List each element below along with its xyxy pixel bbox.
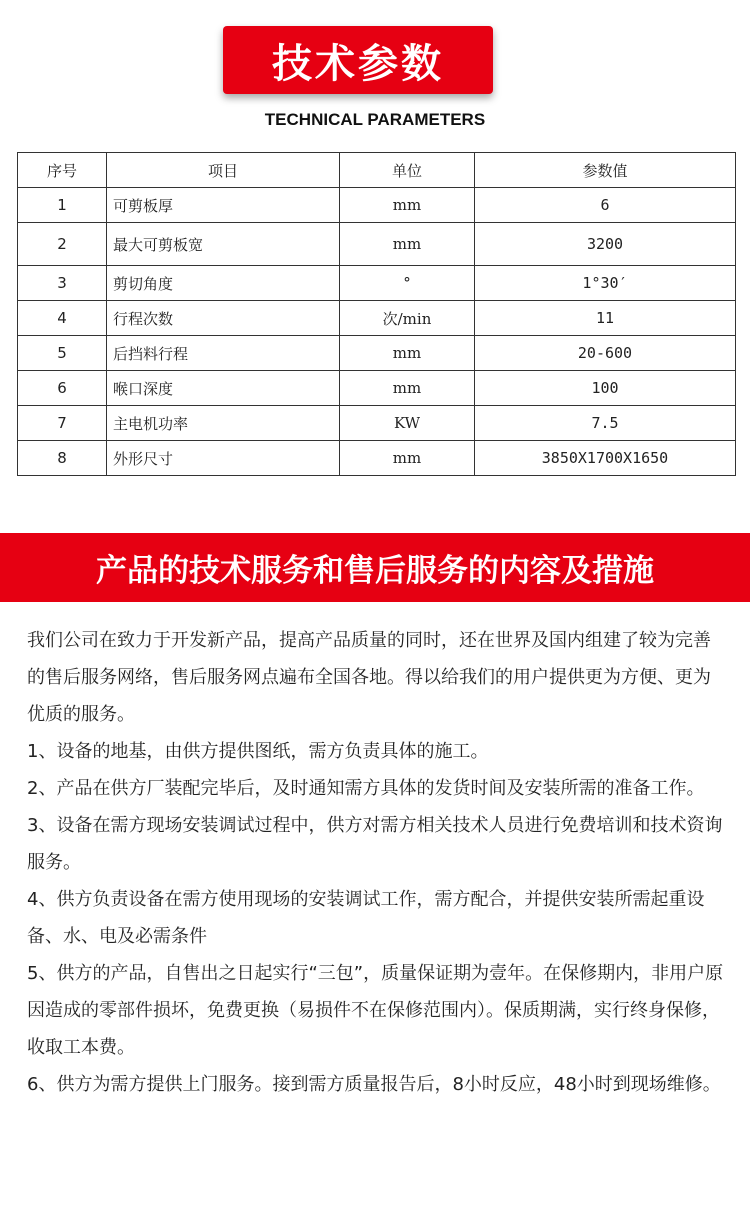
page-subtitle: TECHNICAL PARAMETERS bbox=[264, 110, 486, 129]
service-content bbox=[27, 622, 727, 1103]
table-row bbox=[18, 188, 736, 223]
row-item: 最大可剪板宽 bbox=[107, 223, 340, 266]
service-item-1: 1、设备的地基，由供方提供图纸，需方负责具体的施工。 bbox=[27, 741, 489, 762]
row-item: 喉口深度 bbox=[107, 371, 340, 406]
column-header-value: 参数值 bbox=[475, 153, 736, 188]
row-value: 3200 bbox=[475, 223, 736, 266]
row-item: 外形尺寸 bbox=[107, 441, 340, 476]
row-no: 6 bbox=[18, 371, 107, 406]
row-no: 3 bbox=[18, 266, 107, 301]
row-item: 后挡料行程 bbox=[107, 336, 340, 371]
intro-paragraph: 我们公司在致力于开发新产品，提高产品质量的同时，还在世界及国内组建了较为完善的售后服务网络，售后服务网点遍布全国各地。得以给我们的用户提供更为方便、更为优质的服务。 bbox=[27, 630, 711, 725]
table-row bbox=[18, 266, 736, 301]
row-unit: KW bbox=[340, 406, 475, 441]
row-no: 4 bbox=[18, 301, 107, 336]
row-item: 行程次数 bbox=[107, 301, 340, 336]
row-value: 1°30′ bbox=[475, 266, 736, 301]
row-item: 剪切角度 bbox=[107, 266, 340, 301]
service-item-2: 2、产品在供方厂装配完毕后，及时通知需方具体的发货时间及安装所需的准备工作。 bbox=[27, 778, 705, 799]
service-item-3: 3、设备在需方现场安装调试过程中，供方对需方相关技术人员进行免费培训和技术资询服务。 bbox=[27, 815, 723, 873]
table-header-row bbox=[18, 153, 736, 188]
service-item-5: 5、供方的产品，自售出之日起实行“三包”，质量保证期为壹年。在保修期内，非用户原因造成的零部件损坏，免费更换（易损件不在保修范围内）。保质期满，实行终身保修，收取工本费。 bbox=[27, 963, 724, 1058]
service-item-4: 4、供方负责设备在需方使用现场的安装调试工作，需方配合，并提供安装所需起重设备、水、电及必需条件 bbox=[27, 889, 705, 947]
row-value: 100 bbox=[475, 371, 736, 406]
table-row bbox=[18, 223, 736, 266]
column-header-no: 序号 bbox=[18, 153, 107, 188]
row-no: 1 bbox=[18, 188, 107, 223]
row-value: 7.5 bbox=[475, 406, 736, 441]
row-no: 2 bbox=[18, 223, 107, 266]
table-row bbox=[18, 441, 736, 476]
row-unit: mm bbox=[340, 441, 475, 476]
row-unit: 次/min bbox=[340, 301, 475, 336]
row-item: 可剪板厚 bbox=[107, 188, 340, 223]
table-row bbox=[18, 406, 736, 441]
row-value: 3850X1700X1650 bbox=[475, 441, 736, 476]
row-unit: mm bbox=[340, 336, 475, 371]
row-unit: ° bbox=[340, 266, 475, 301]
parameters-table bbox=[17, 152, 736, 476]
row-no: 8 bbox=[18, 441, 107, 476]
row-value: 11 bbox=[475, 301, 736, 336]
table-row bbox=[18, 336, 736, 371]
row-value: 6 bbox=[475, 188, 736, 223]
row-no: 7 bbox=[18, 406, 107, 441]
row-unit: mm bbox=[340, 188, 475, 223]
row-value: 20-600 bbox=[475, 336, 736, 371]
table-row bbox=[18, 371, 736, 406]
table-row bbox=[18, 301, 736, 336]
row-item: 主电机功率 bbox=[107, 406, 340, 441]
column-header-item: 项目 bbox=[107, 153, 340, 188]
page-title: 技术参数 bbox=[223, 26, 493, 94]
row-no: 5 bbox=[18, 336, 107, 371]
column-header-unit: 单位 bbox=[340, 153, 475, 188]
service-item-6: 6、供方为需方提供上门服务。接到需方质量报告后，8小时反应，48小时到现场维修。 bbox=[27, 1074, 721, 1095]
row-unit: mm bbox=[340, 371, 475, 406]
service-heading: 产品的技术服务和售后服务的内容及措施 bbox=[0, 533, 750, 602]
row-unit: mm bbox=[340, 223, 475, 266]
